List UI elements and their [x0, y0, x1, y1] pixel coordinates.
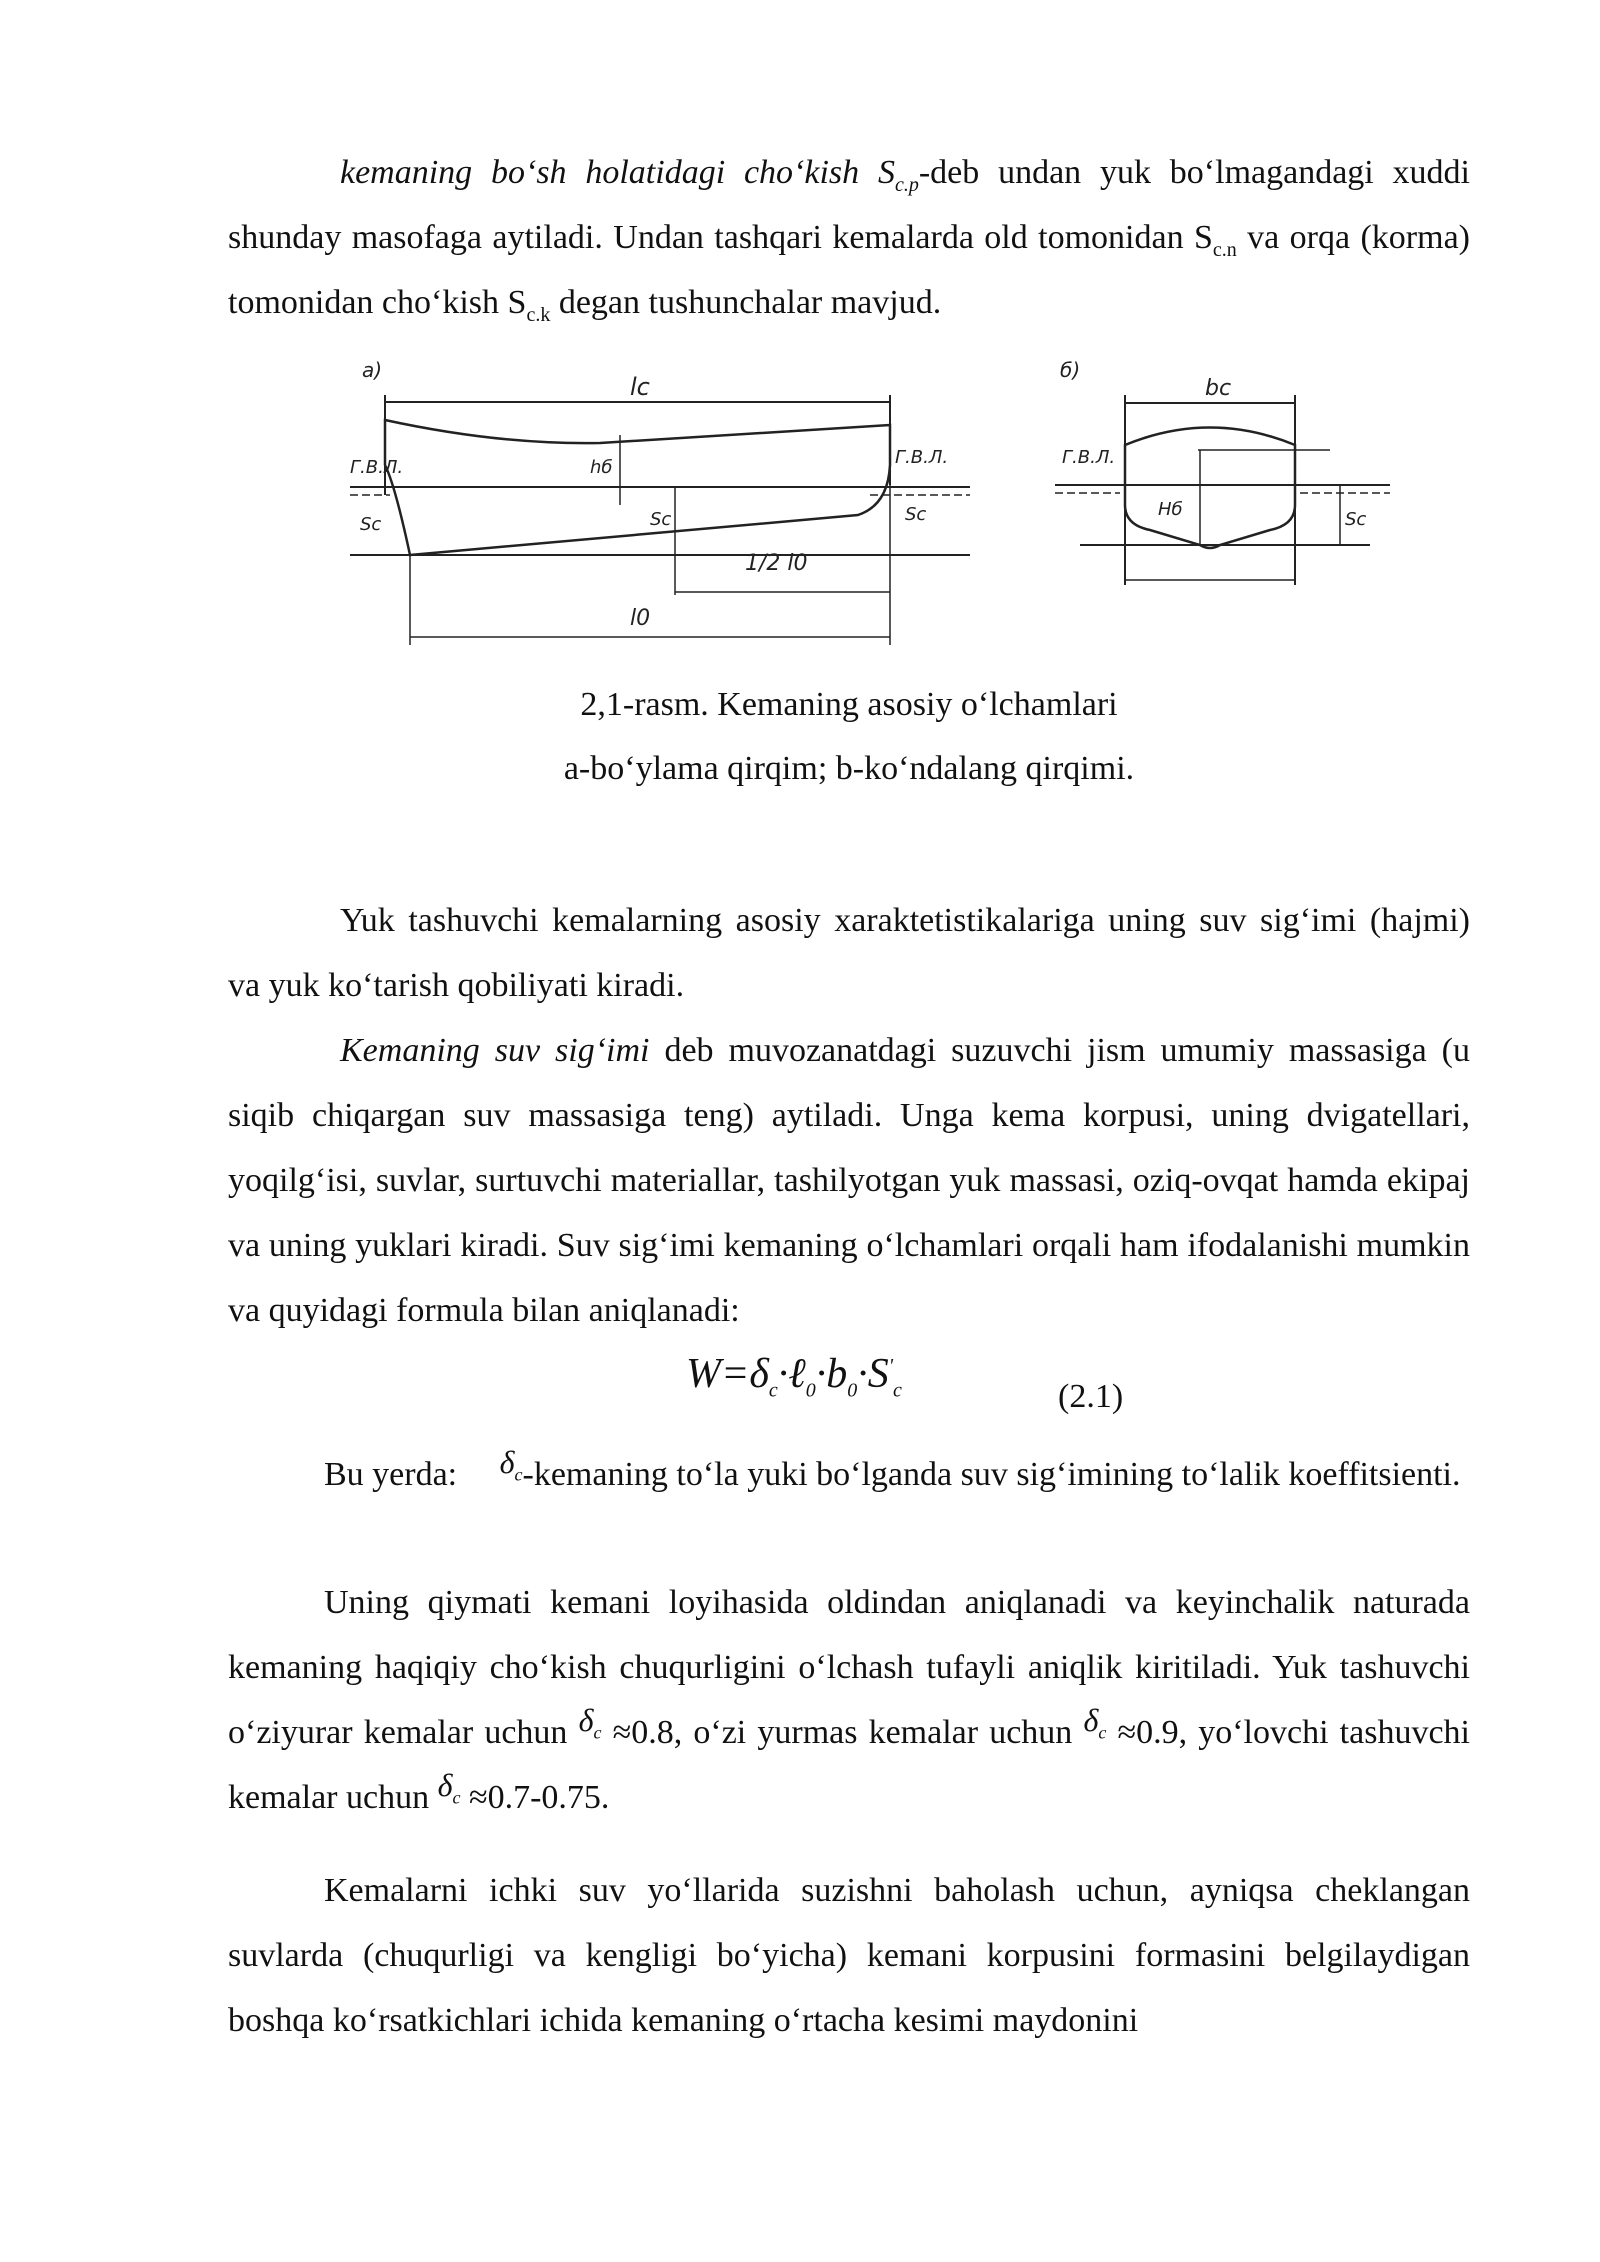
ship-dimensions-figure — [350, 355, 1400, 675]
paragraph-coefficient-values: Uning qiymati kemani loyihasida oldindan aniqlanadi va keyinchalik naturada kemaning haqiqiy cho‘kish chuqurligini o‘lchash tufayli aniqlik kiritiladi. Yuk tashuvchi o‘ziyurar kemalar uchun $\delta_c \approx 0.8$, o‘zi yurmas kemalar uchun $\delta_c \approx 0.9$, yo‘lovchi tashuvchi kemalar uchun $\delta_c \approx 0.7-0.75$. — [228, 1584, 1470, 1816]
italic-term: kemaning bo‘sh holatidagi cho‘kish $S_{c.p}$ — [340, 154, 919, 196]
label-Hb: Hб — [1158, 499, 1183, 520]
caption-line-2: a-bo‘ylama qirqim; b-ko‘ndalang qirqimi. — [563, 750, 1135, 787]
italic-term-displacement: Kemaning suv sig‘imi — [340, 1032, 650, 1069]
paragraph-draft-definition: kemaning bo‘sh holatidagi cho‘kish $S_{c.p}$-deb undan yuk bo‘lmagandagi xuddi shunday masofaga aytiladi. Undan tashqari kemalarda old tomonidan $S_{c.n}$ va orqa (korma) tomonidan cho‘kish $S_{c.k}$ degan tushunchalar mavjud. — [228, 154, 1471, 326]
paragraph-inland-waterways: Kemalarni ichki suv yo‘llarida suzishni baholash uchun, ayniqsa cheklangan suvlarda (chuqurligi va kengligi bo‘yicha) kemani korpusini formasini belgilaydigan boshqa ko‘rsatkichlari ichida kemaning o‘rtacha kesimi maydonini — [228, 1872, 1470, 2039]
label-bc: bc — [1205, 376, 1232, 401]
label-gvl-left: Г.В.Л. — [350, 457, 404, 478]
figure-label-a: a) — [362, 358, 383, 382]
paragraph-characteristics: Yuk tashuvchi kemalarning asosiy xaraktetistikalariga uning suv sig‘imi (hajmi) va yuk ko‘tarish qobiliyati kiradi. — [228, 902, 1470, 1004]
caption-line-1: 2,1-rasm. Kemaning asosiy o‘lchamlari — [580, 686, 1118, 723]
label-gvl-right: Г.В.Л. — [895, 447, 949, 468]
label-sc-b: Sc — [1345, 509, 1367, 530]
label-hb: hб — [590, 457, 613, 478]
paragraph-where: Bu yerda: $\delta_c$-kemaning to‘la yuki bo‘lganda suv sig‘imining to‘lalik koeffitsienti. — [324, 1444, 1461, 1493]
label-sc-right: Sc — [905, 504, 927, 525]
label-sc-left: Sc — [360, 514, 382, 535]
figure-caption — [228, 673, 1470, 801]
label-half-l0: 1/2 l0 — [745, 551, 808, 576]
figure-label-b: б) — [1060, 358, 1081, 382]
label-l0: l0 — [630, 606, 651, 631]
label-lc: lc — [630, 373, 650, 401]
formula-displacement: $W=\delta_c\cdot\ell_0\cdot b_0\cdot S'_c$ — [686, 1351, 902, 1402]
equation-number: (2.1) — [1058, 1378, 1124, 1415]
paragraph-displacement: Kemaning suv sig‘imi deb muvozanatdagi suzuvchi jism umumiy massasiga (u siqib chiqargan suv massasiga teng) aytiladi. Unga kema korpusi, uning dvigatellari, yoqilg‘isi, suvlar, surtuvchi materiallar, tashilyotgan yuk massasi, oziq-ovqat hamda ekipaj va uning yuklari kiradi. Suv sig‘imi kemaning o‘lchamlari orqali ham ifodalanishi mumkin va quyidagi formula bilan aniqlanadi: — [228, 1032, 1470, 1329]
label-sc-mid: Sc — [650, 509, 672, 530]
hull-cross-section — [1125, 428, 1295, 549]
label-gvl-b: Г.В.Л. — [1062, 447, 1116, 468]
